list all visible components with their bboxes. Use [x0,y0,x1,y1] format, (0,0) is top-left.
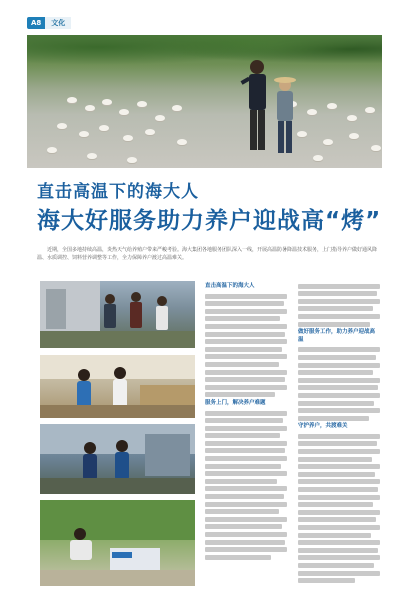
page-number: A8 [27,17,45,29]
column-a-subheading-1: 直击高温下的海大人 [205,283,255,289]
section-tag [27,17,71,29]
lead-paragraph: 近期，全国多地持续高温，炎热天气给养殖户带来严峻考验。海大集团各地服务团队深入一线，开展高温防暑降温技术服务，上门指导养户做好通风降温、水质调控、饲料营养调整等工作，全力保障养户渡过高温难关。 [37,247,378,261]
hero-trees [27,35,382,75]
worker-figure [237,55,307,167]
column-a-subheading-2: 服务上门，解决养户难题 [205,399,266,406]
article-column-a [205,281,287,562]
article-column-b [298,281,380,586]
headline-line2: 海大好服务助力养户迎战高“烤” [37,208,382,234]
photo-4 [40,500,195,586]
photo-3 [40,424,195,494]
photo-1-scene [40,281,195,348]
hero-photo [27,35,382,168]
photo-4-scene [40,500,195,586]
headline-line1: 直击高温下的海大人 [37,182,199,202]
photo-2 [40,355,195,418]
column-b-subheading-1: 做好服务工作，助力养户迎战高温 [298,329,376,343]
section-name: 文化 [45,17,71,29]
photo-1 [40,281,195,348]
column-b-subheading-2: 守护养户，共渡难关 [298,423,348,430]
photo-2-scene [40,355,195,418]
photo-3-scene [40,424,195,494]
